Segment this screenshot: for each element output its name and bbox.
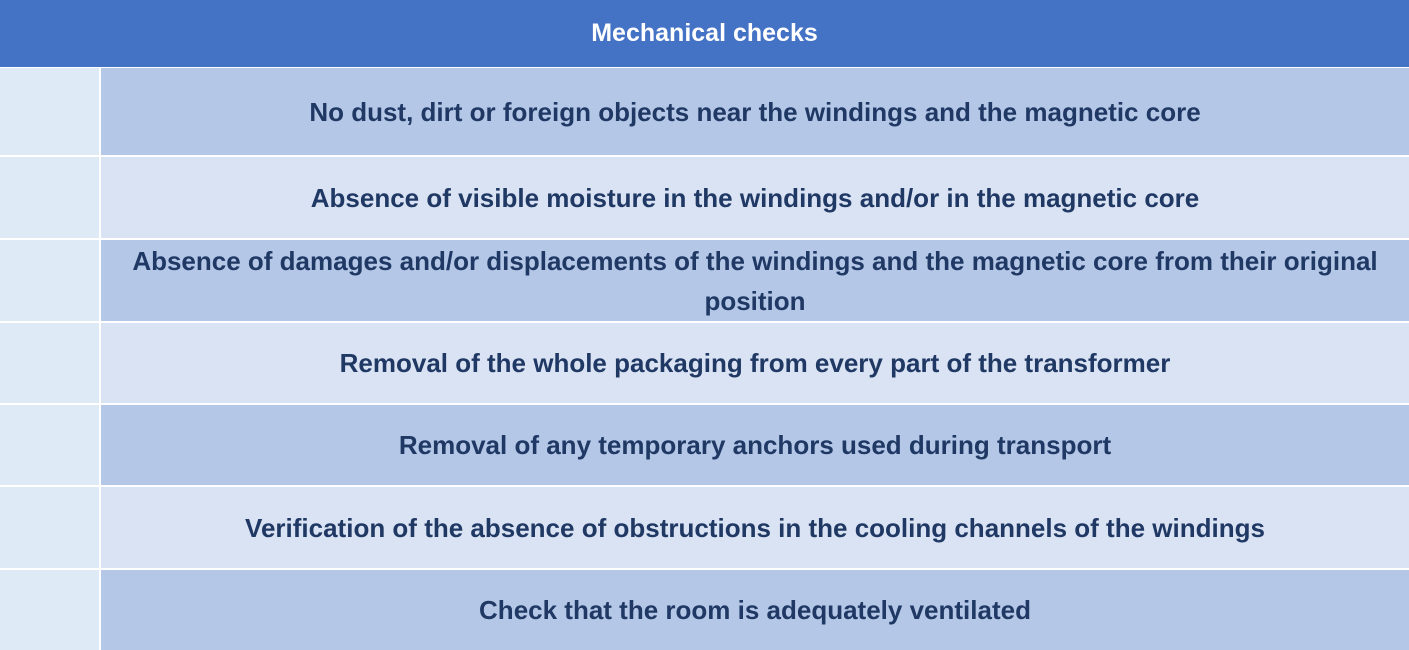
check-cell[interactable] (0, 570, 101, 650)
check-item-text: Check that the room is adequately ventilated (101, 570, 1409, 650)
check-item-text: Removal of the whole packaging from every part of the transformer (101, 323, 1409, 403)
table-row (0, 68, 1409, 155)
table-row (0, 157, 1409, 238)
table-header-title: Mechanical checks (591, 19, 818, 47)
check-cell[interactable] (0, 323, 101, 403)
table-row (0, 570, 1409, 650)
check-item-text: Removal of any temporary anchors used during transport (101, 405, 1409, 485)
table-row (0, 240, 1409, 321)
check-cell[interactable] (0, 240, 101, 321)
check-item-text: Verification of the absence of obstructions in the cooling channels of the windings (101, 487, 1409, 568)
table-header (0, 0, 1409, 67)
table-row (0, 405, 1409, 485)
check-item-text: Absence of damages and/or displacements of the windings and the magnetic core from their original position (101, 240, 1409, 321)
table-row (0, 323, 1409, 403)
check-item-text: Absence of visible moisture in the windings and/or in the magnetic core (101, 157, 1409, 238)
check-cell[interactable] (0, 68, 101, 155)
check-cell[interactable] (0, 157, 101, 238)
check-cell[interactable] (0, 405, 101, 485)
check-cell[interactable] (0, 487, 101, 568)
table-row (0, 487, 1409, 568)
check-item-text: No dust, dirt or foreign objects near the windings and the magnetic core (101, 68, 1409, 155)
